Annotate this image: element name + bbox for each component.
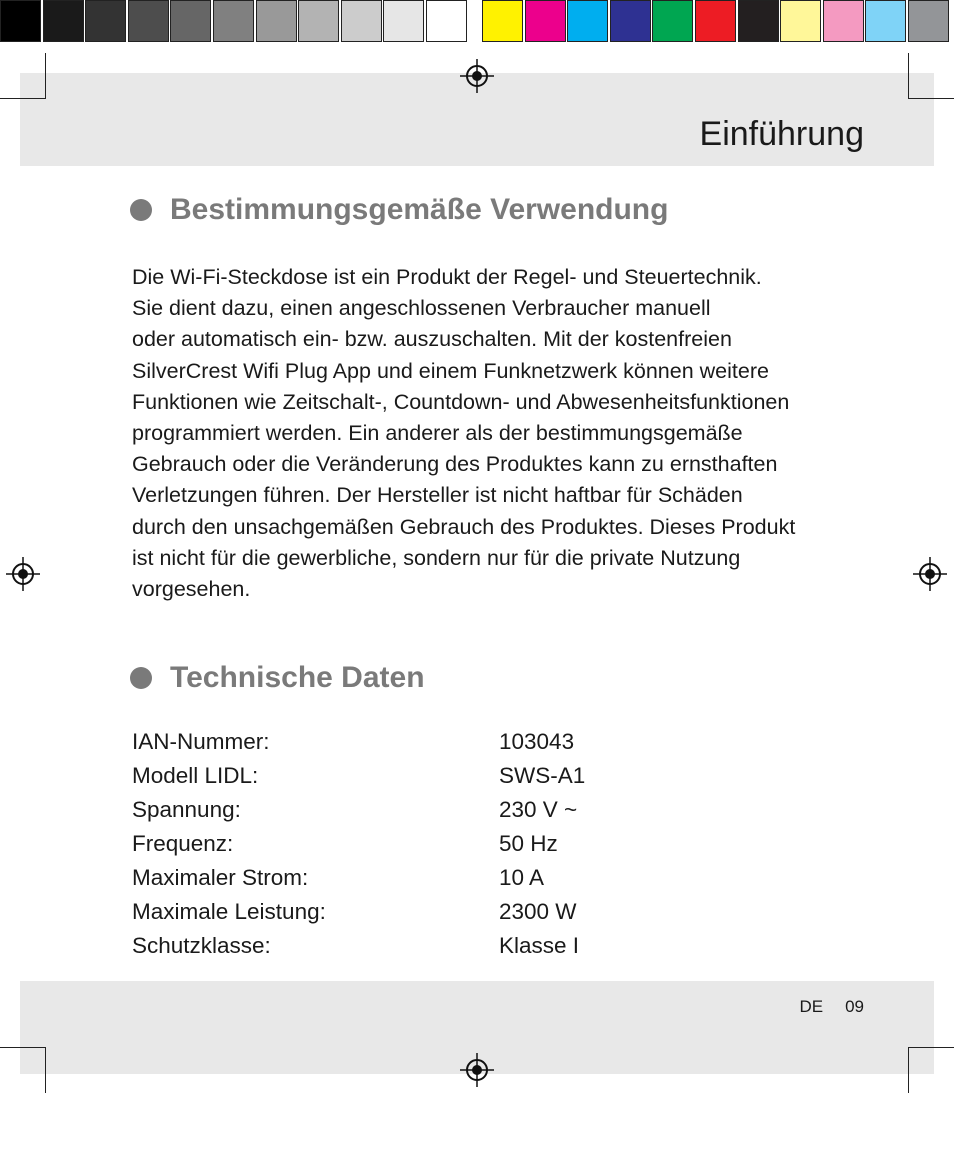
gray-swatch [85, 0, 126, 42]
spec-label: Modell LIDL: [132, 763, 259, 788]
spec-label: Schutzklasse: [132, 933, 271, 958]
crop-mark [0, 98, 46, 99]
spec-value: 50 Hz [499, 831, 558, 856]
bullet-icon [130, 667, 152, 689]
color-swatch [525, 0, 566, 42]
technical-data-table [132, 725, 732, 963]
spec-row [132, 827, 732, 861]
crop-mark [908, 98, 954, 99]
crop-mark [908, 53, 909, 99]
crop-mark [45, 1047, 46, 1093]
crop-mark [908, 1047, 954, 1048]
paragraph-line: vorgesehen. [132, 577, 251, 602]
gray-swatch [170, 0, 211, 42]
paragraph-line: Funktionen wie Zeitschalt-, Countdown- und Abwesenheitsfunktionen [132, 389, 790, 414]
gray-swatch [128, 0, 169, 42]
registration-mark-icon [460, 59, 494, 93]
spec-row [132, 895, 732, 929]
paragraph-line: Verletzungen führen. Der Hersteller ist nicht haftbar für Schäden [132, 483, 743, 508]
gray-swatch [213, 0, 254, 42]
gray-swatch [341, 0, 382, 42]
crop-mark [0, 1047, 46, 1048]
registration-mark-icon [6, 557, 40, 591]
spec-value: 10 A [499, 865, 545, 890]
spec-row [132, 759, 732, 793]
spec-label: Spannung: [132, 797, 241, 822]
registration-mark-icon [913, 557, 947, 591]
section-heading-text: Bestimmungsgemäße Verwendung [170, 193, 669, 226]
color-swatch [482, 0, 523, 42]
bullet-icon [130, 199, 152, 221]
registration-mark-icon [460, 1053, 494, 1087]
color-scale-bar [482, 0, 951, 46]
color-swatch [738, 0, 779, 42]
color-swatch [567, 0, 608, 42]
section-heading-intended-use [130, 193, 668, 227]
color-swatch [610, 0, 651, 42]
color-swatch [695, 0, 736, 42]
paragraph-line: oder automatisch ein- bzw. auszuschalten. Mit der kostenfreien [132, 327, 732, 352]
spec-row [132, 793, 732, 827]
paragraph-line: Sie dient dazu, einen angeschlossenen Verbraucher manuell [132, 296, 711, 321]
gray-swatch [383, 0, 424, 42]
page-footer [799, 997, 864, 1017]
language-code: DE [799, 997, 824, 1016]
spec-row [132, 861, 732, 895]
paragraph-line: ist nicht für die gewerbliche, sondern nur für die private Nutzung [132, 545, 741, 570]
intended-use-paragraph [132, 262, 862, 605]
page-number: 09 [845, 997, 864, 1016]
gray-swatch [43, 0, 84, 42]
spec-label: Frequenz: [132, 831, 234, 856]
color-swatch [823, 0, 864, 42]
spec-row [132, 725, 732, 759]
gray-swatch [298, 0, 339, 42]
color-swatch [780, 0, 821, 42]
spec-value: 230 V ~ [499, 797, 578, 822]
section-heading-text: Technische Daten [170, 661, 425, 694]
spec-value: Klasse I [499, 933, 580, 958]
crop-mark [908, 1047, 909, 1093]
color-swatch [865, 0, 906, 42]
section-heading-technical-data [130, 661, 425, 695]
gray-swatch [0, 0, 41, 42]
paragraph-line: Die Wi-Fi-Steckdose ist ein Produkt der Regel- und Steuertechnik. [132, 265, 762, 289]
spec-label: IAN-Nummer: [132, 729, 270, 754]
gray-swatch [256, 0, 297, 42]
color-swatch [908, 0, 949, 42]
spec-value: 2300 W [499, 899, 577, 924]
spec-label: Maximale Leistung: [132, 899, 326, 924]
spec-value: SWS-A1 [499, 763, 586, 788]
paragraph-line: durch den unsachgemäßen Gebrauch des Produktes. Dieses Produkt [132, 514, 796, 539]
page-title: Einführung [699, 115, 864, 153]
paragraph-line: SilverCrest Wifi Plug App und einem Funknetzwerk können weitere [132, 358, 769, 383]
paragraph-line: programmiert werden. Ein anderer als der bestimmungsgemäße [132, 421, 743, 446]
spec-value: 103043 [499, 729, 575, 754]
spec-row [132, 929, 732, 963]
gray-swatch [426, 0, 467, 42]
paragraph-line: Gebrauch oder die Veränderung des Produktes kann zu ernsthaften [132, 452, 778, 477]
spec-label: Maximaler Strom: [132, 865, 309, 890]
gray-scale-bar [0, 0, 469, 46]
color-swatch [652, 0, 693, 42]
crop-mark [45, 53, 46, 99]
